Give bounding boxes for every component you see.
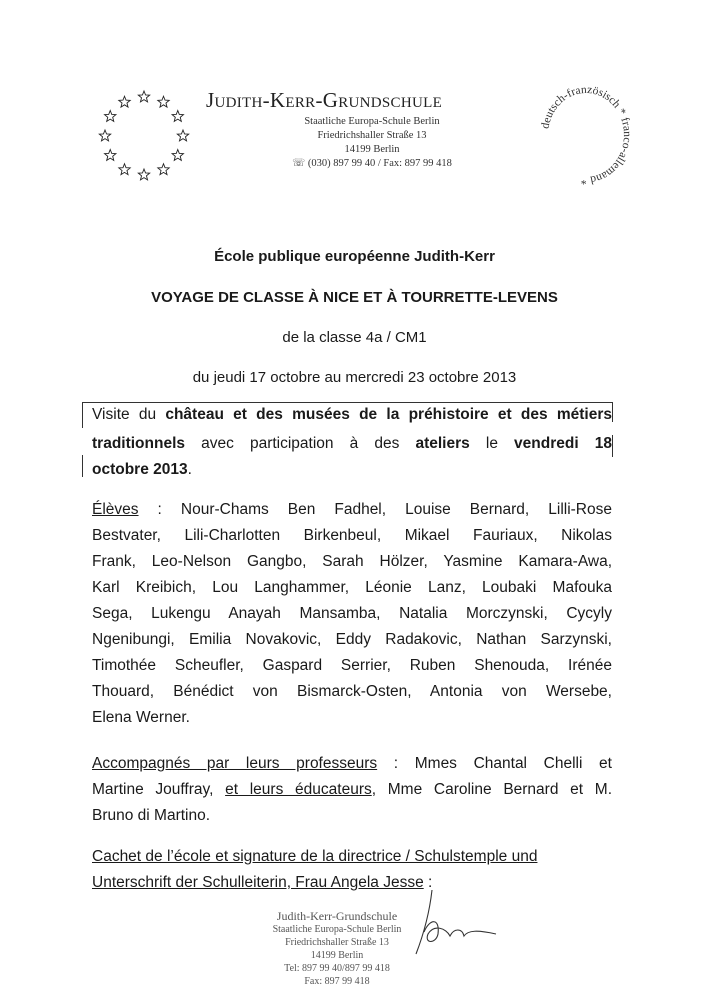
accompagnes-line-2: Martine Jouffray, et leurs éducateurs, Mme Caroline Bernard et M.	[92, 781, 613, 798]
eleves-line-9: Elena Werner.	[92, 709, 190, 726]
eleves-label: Élèves	[92, 501, 139, 518]
accompagnes-line-3: Bruno di Martino.	[92, 807, 211, 824]
address-line-4: ☏ (030) 897 99 40 / Fax: 897 99 418	[292, 158, 452, 169]
star-icon	[158, 96, 169, 107]
star-icon	[105, 150, 116, 161]
star-icon	[158, 164, 169, 175]
visite-line-3: octobre 2013.	[92, 461, 192, 478]
stamp-line-4: 14199 Berlin	[310, 950, 364, 961]
stamp-line-1: Judith-Kerr-Grundschule	[276, 909, 398, 923]
signature	[410, 888, 500, 958]
star-icon	[119, 164, 130, 175]
eleves-line-7: Timothée Scheufler, Gaspard Serrier, Ruben Shenouda, Irénée	[92, 657, 612, 674]
eu-stars-logo	[96, 88, 192, 184]
star-icon	[177, 130, 188, 141]
accompagnes-label: Accompagnés par leurs professeurs	[92, 755, 378, 772]
eleves-line-8: Thouard, Bénédict von Bismarck-Osten, Antonia von Wersebe,	[92, 683, 612, 700]
eleves-line-6: Ngenibungi, Emilia Novakovic, Eddy Radakovic, Nathan Sarzynski,	[92, 631, 612, 648]
class-title: de la classe 4a / CM1	[282, 329, 427, 346]
stamp-line-3: Friedrichshaller Straße 13	[285, 937, 389, 948]
frame-right-mid	[612, 435, 613, 457]
star-icon	[172, 111, 183, 122]
stamp-line-6: Fax: 897 99 418	[304, 976, 370, 987]
star-icon	[119, 96, 130, 107]
accompagnes-line-1: Accompagnés par leurs professeurs : Mmes Chantal Chelli et	[92, 755, 612, 772]
frame-left-top	[82, 402, 83, 428]
star-icon	[138, 169, 149, 180]
svg-text:deutsch-französisch * franco-a	[539, 84, 633, 186]
frame-right-top	[612, 402, 613, 422]
trip-dates: du jeudi 17 octobre au mercredi 23 octobre 2013	[192, 369, 517, 386]
address-line-3: 14199 Berlin	[344, 144, 400, 155]
star-icon	[99, 130, 110, 141]
address-line-2: Friedrichshaller Straße 13	[317, 130, 427, 141]
school-title: École publique européenne Judith-Kerr	[214, 248, 495, 265]
star-icon	[138, 91, 149, 102]
eleves-line-2: Bestvater, Lili-Charlotten Birkenbeul, Mikael Fauriaux, Nikolas	[92, 527, 612, 544]
eleves-line-5: Sega, Lukengu Anayah Mansamba, Natalia Morczynski, Cycyly	[92, 605, 612, 622]
stamp-line-2: Staatliche Europa-Schule Berlin	[272, 924, 402, 935]
bilingual-seal-logo	[530, 72, 640, 197]
eleves-line-1: Élèves : Nour-Chams Ben Fadhel, Louise Bernard, Lilli-Rose	[92, 501, 612, 518]
cachet-line-1: Cachet de l’école et signature de la directrice / Schulstemple und	[92, 848, 538, 865]
stamp-line-5: Tel: 897 99 40/897 99 418	[284, 963, 390, 974]
trip-title: VOYAGE DE CLASSE À NICE ET À TOURRETTE-LEVENS	[151, 289, 558, 306]
eleves-line-4: Karl Kreibich, Lou Langhammer, Léonie Lanz, Loubaki Mafouka	[92, 579, 612, 596]
school-stamp	[262, 910, 412, 988]
eleves-line-3: Frank, Leo-Nelson Gangbo, Sarah Hölzer, Yasmine Kamara-Awa,	[92, 553, 612, 570]
visite-line-1: Visite du château et des musées de la préhistoire et des métiers	[92, 406, 613, 423]
visite-line-2: traditionnels avec participation à des ateliers le vendredi 18	[92, 435, 612, 452]
address-line-1: Staatliche Europa-Schule Berlin	[304, 116, 440, 127]
cachet-line-2: Unterschrift der Schulleiterin, Frau Angela Jesse :	[92, 874, 433, 891]
school-name: Judith-Kerr-Grundschule	[206, 88, 443, 112]
seal-text: deutsch-französisch * franco-allemand *	[539, 83, 634, 187]
educateurs-label: et leurs éducateurs	[225, 781, 372, 798]
frame-left-bottom	[82, 455, 83, 477]
star-icon	[172, 150, 183, 161]
star-icon	[105, 111, 116, 122]
